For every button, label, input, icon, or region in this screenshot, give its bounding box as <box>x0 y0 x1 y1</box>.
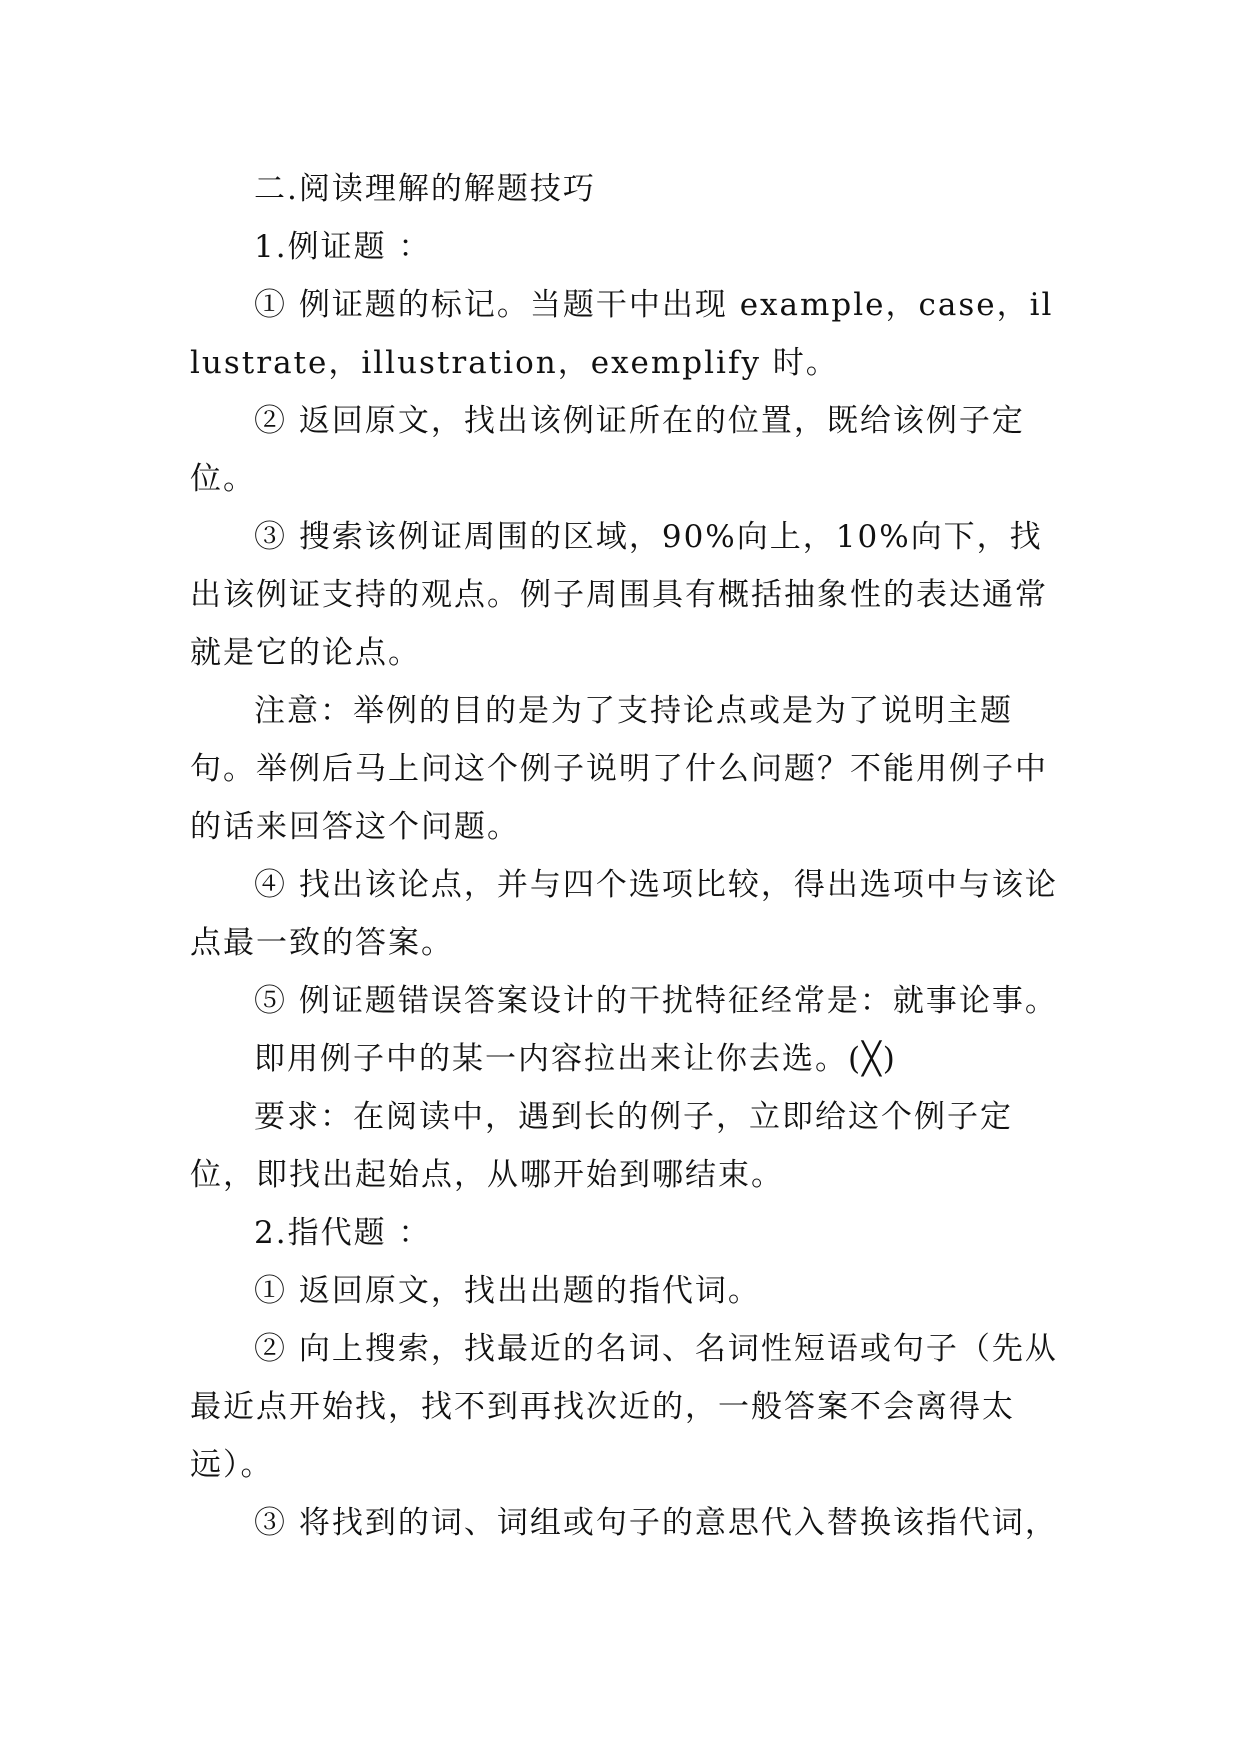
section-title: 二.阅读理解的解题技巧 <box>254 171 596 207</box>
example-item-1: ① 例证题的标记。当题干中出现 example，case，illustrate，illustration，exemplify 时。 <box>190 287 1054 381</box>
reference-item-2: ② 向上搜索，找最近的名词、名词性短语或句子（先从最近点开始找，找不到再找次近的，一般答案不会离得太远）。 <box>190 1331 1058 1483</box>
example-item-3: ③ 搜索该例证周围的区域，90%向上，10%向下，找出该例证支持的观点。例子周围具有概括抽象性的表达通常就是它的论点。 <box>190 519 1048 671</box>
reference-item-3: ③ 将找到的词、词组或句子的意思代入替换该指代词， <box>254 1505 1058 1541</box>
example-item-5-followup: 即用例子中的某一内容拉出来让你去选。(╳) <box>254 1041 897 1077</box>
example-item-2: ② 返回原文，找出该例证所在的位置，既给该例子定位。 <box>190 403 1025 497</box>
document-body <box>190 160 1060 1552</box>
example-item-5: ⑤ 例证题错误答案设计的干扰特征经常是：就事论事。 <box>254 983 1058 1019</box>
example-note: 注意：举例的目的是为了支持论点或是为了说明主题句。举例后马上问这个例子说明了什么问题？不能用例子中的话来回答这个问题。 <box>190 693 1048 845</box>
example-item-4: ④ 找出该论点，并与四个选项比较，得出选项中与该论点最一致的答案。 <box>190 867 1058 961</box>
example-question-heading: 1.例证题 ： <box>254 229 432 265</box>
example-requirement: 要求：在阅读中，遇到长的例子，立即给这个例子定位，即找出起始点，从哪开始到哪结束。 <box>190 1099 1013 1193</box>
reference-question-heading: 2.指代题 ： <box>254 1215 432 1251</box>
reference-item-1: ① 返回原文，找出出题的指代词。 <box>254 1273 761 1309</box>
